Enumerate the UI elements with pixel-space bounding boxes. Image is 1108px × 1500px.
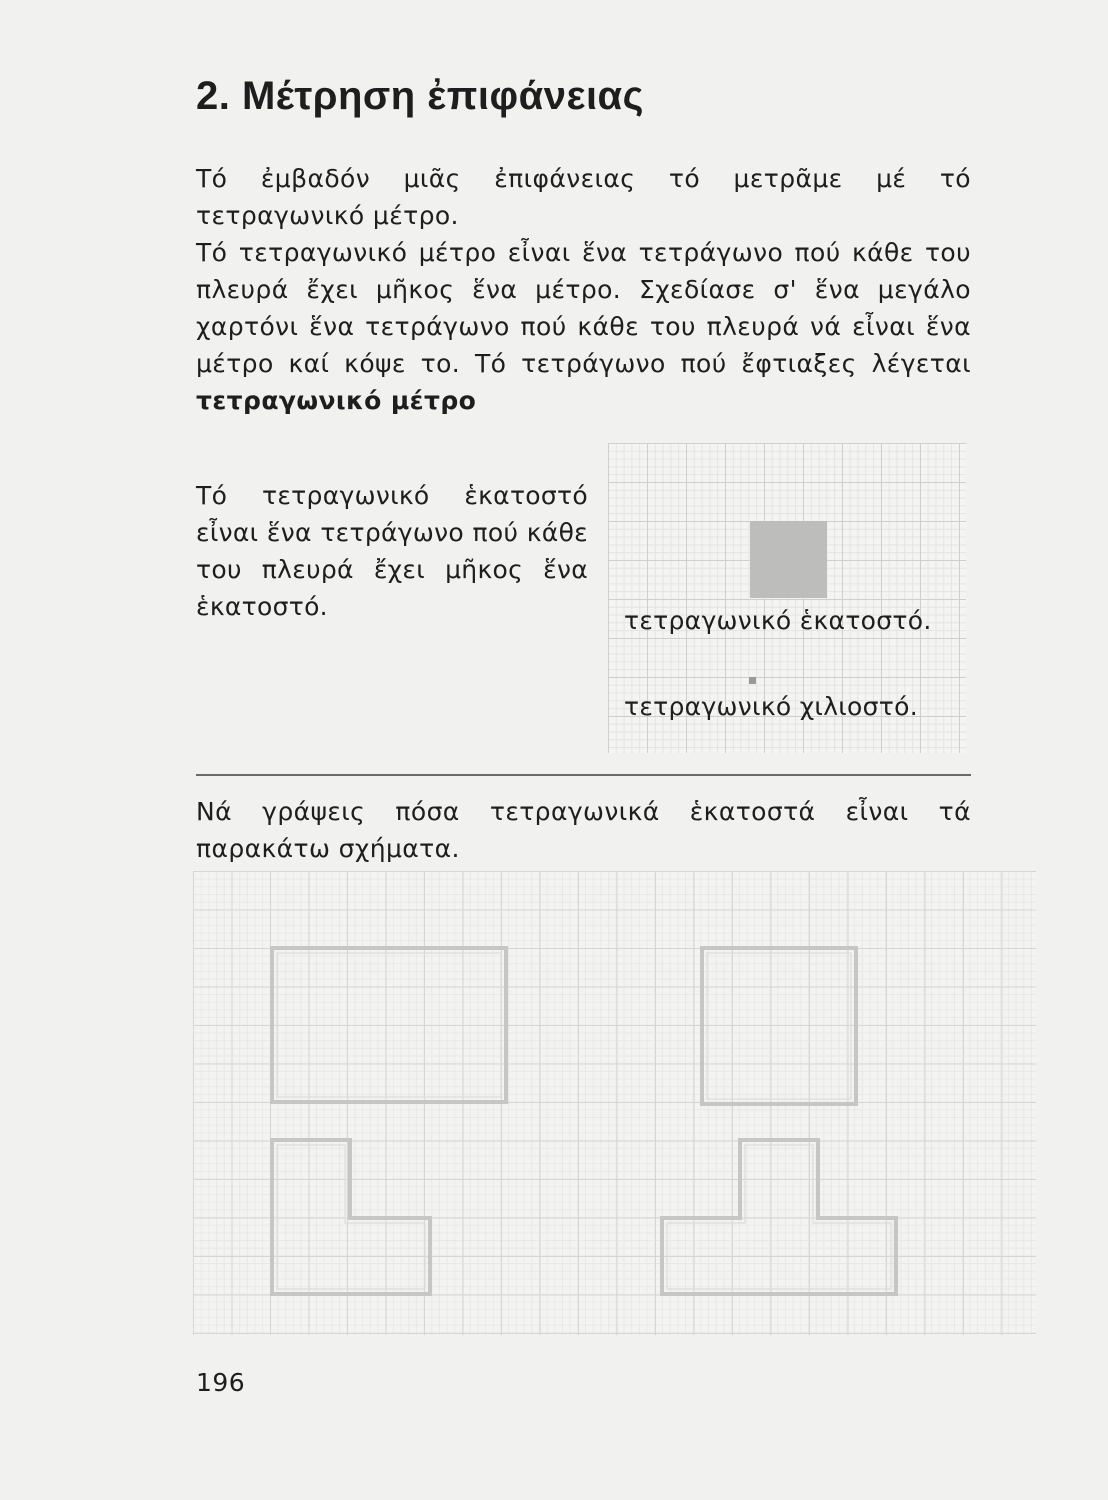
section-title: 2. Μέτρηση ἐπιφάνειας (196, 74, 644, 118)
intro-paragraph-1: Τό ἐμβαδόν μιᾶς ἐπιφάνειας τό μετρᾶμε μέ τό τετραγωνικό μέτρο. (196, 164, 971, 230)
shape-square (702, 948, 856, 1104)
shape-t-shape (662, 1140, 896, 1294)
exercise-instruction: Νά γράψεις πόσα τετραγωνικά ἑκατοστά εἶναι τά παρακάτω σχήματα. (196, 797, 971, 863)
label-square-millimetre: τετραγωνικό χιλιοστό. (624, 692, 918, 721)
intro-paragraph-2-text: Τό τετραγωνικό μέτρο εἶναι ἕνα τετράγωνο πού κάθε του πλευρά ἔχει μῆκος ἕνα μέτρο. Σχεδίασε σ' ἕνα μεγάλο χαρτόνι ἕνα τετράγωνο πού κάθε του πλευρά νά εἶναι ἕνα μέτρο καί κόψε το. Τό τετράγωνο πού ἔφτιαξες λέγεται (196, 238, 971, 378)
shape-rectangle (272, 948, 506, 1102)
term-square-metre: τετραγωνικό μέτρο (196, 386, 477, 415)
shape-l-shape (272, 1140, 430, 1294)
label-square-centimetre: τετραγωνικό ἑκατοστό. (624, 606, 932, 635)
square-cm-description: Τό τετραγωνικό ἑκατοστό εἶναι ἕνα τετράγωνο πού κάθε του πλευρά ἔχει μῆκος ἕνα ἑκατοστό. (196, 481, 588, 621)
page-number: 196 (196, 1368, 246, 1397)
